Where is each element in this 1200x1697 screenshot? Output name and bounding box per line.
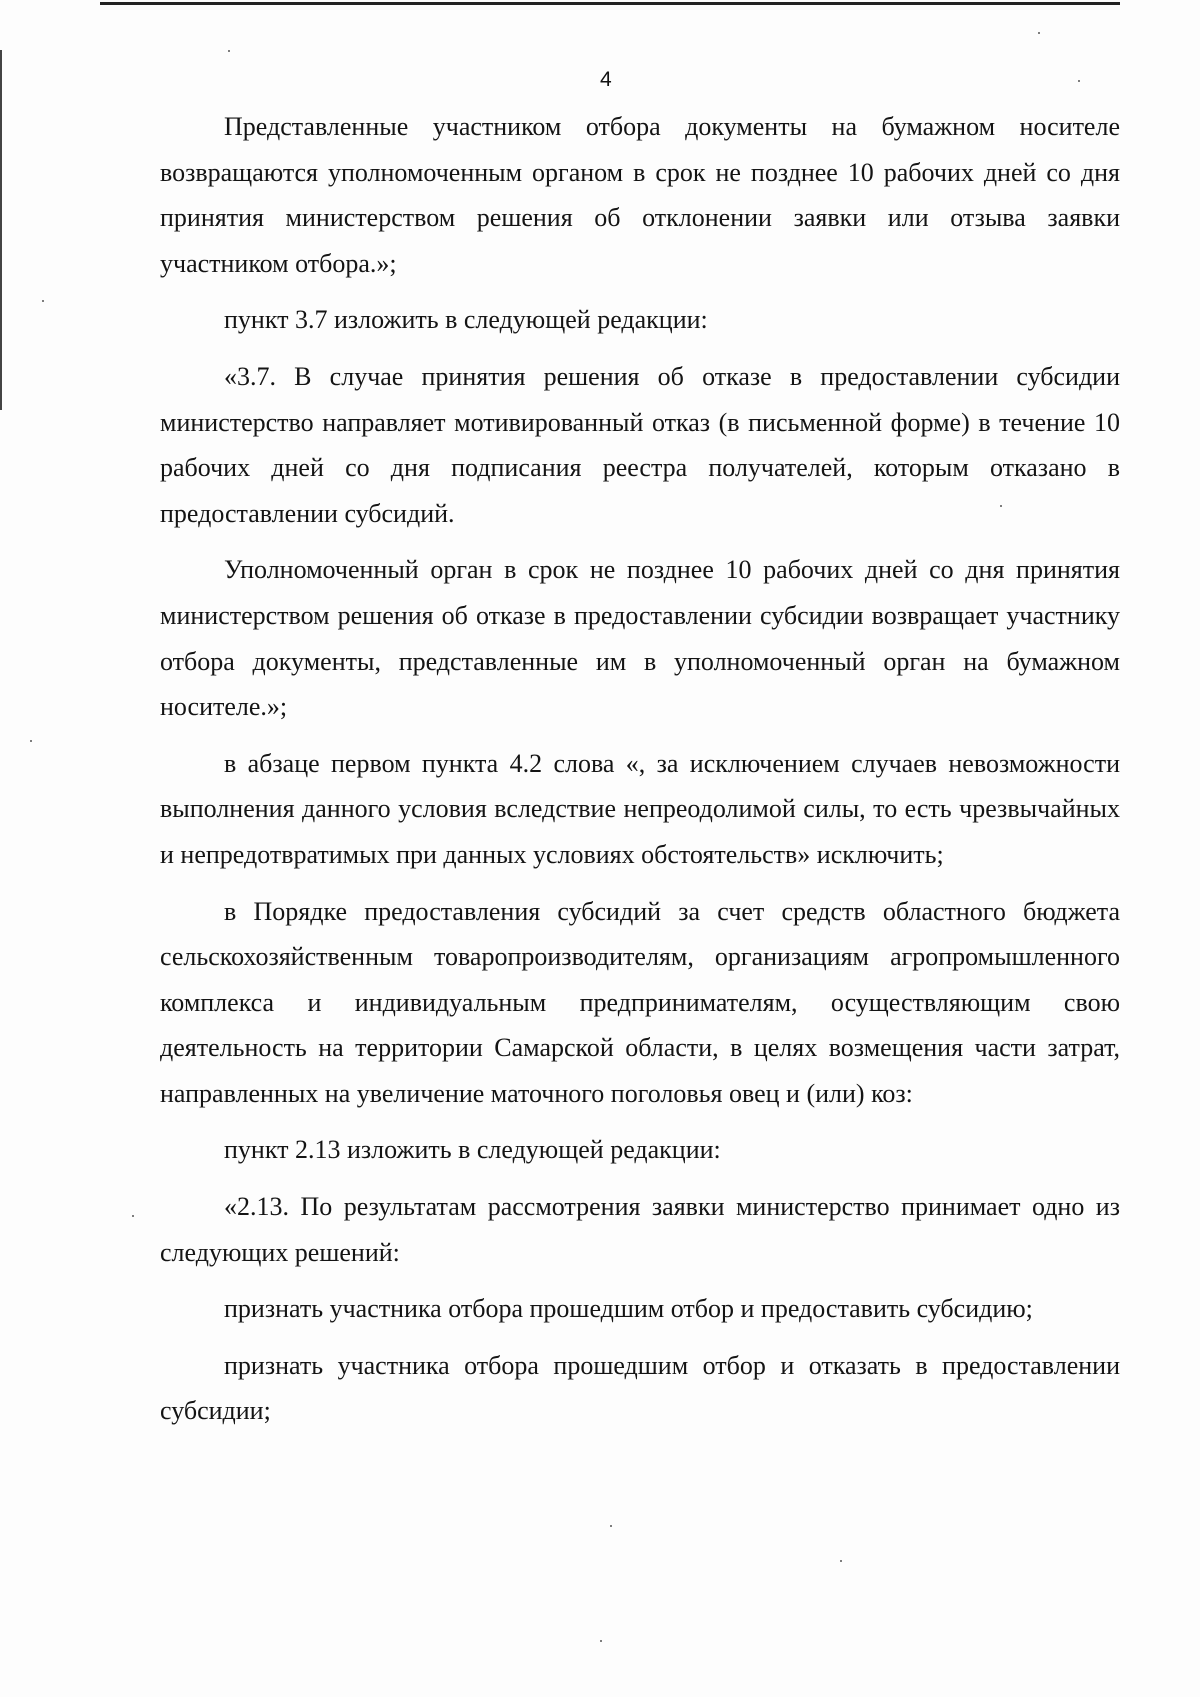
paragraph-item-2-13-text: «2.13. По результатам рассмотрения заявки министерство принимает одно из следующих решений: (160, 1192, 1120, 1267)
paragraph-item-3-7-text: «3.7. В случае принятия решения об отказе в предоставлении субсидии министерство направляет мотивированный отказ (в письменной форме) в течение 10 рабочих дней со дня подписания реестра получателей, которым отказано в предоставлении субсидий. (160, 361, 1120, 528)
paragraph-item-4-2: в абзаце первом пункта 4.2 слова «, за исключением случаев невозможности выполнения данного условия вследствие непреодолимой силы, то есть чрезвычайных и непредотвратимых при данных условиях обстоятельств» исключить; (160, 748, 1120, 869)
scan-speck (1000, 505, 1002, 507)
paragraph-decision-refuse: признать участника отбора прошедшим отбор и отказать в предоставлении субсидии; (160, 1350, 1120, 1426)
scan-speck (228, 50, 230, 52)
paragraph-authorized-body: Уполномоченный орган в срок не позднее 10 рабочих дней со дня принятия министерством решения об отказе в предоставлении субсидии возвращает участнику отбора документы, представленные им в уполномоченный орган на бумажном носителе.»; (160, 555, 1120, 722)
document-body (160, 104, 1120, 1445)
scan-speck (132, 1215, 134, 1217)
scan-speck (610, 1525, 612, 1527)
scan-speck (42, 300, 44, 302)
paragraph-returned-documents: Представленные участником отбора документы на бумажном носителе возвращаются уполномоченным органом в срок не позднее 10 рабочих дней со дня принятия министерством решения об отклонении заявки или отзыва заявки участником отбора.»; (160, 112, 1120, 278)
paragraph-subsidy-procedure: в Порядке предоставления субсидий за счет средств областного бюджета сельскохозяйственным товаропроизводителям, организациям агропромышленного комплекса и индивидуальным предпринимателям, осуществляющим свою деятельность на территории Самарской области, в целях возмещения части затрат, направленных на увеличение маточного поголовья овец и (или) коз: (160, 896, 1120, 1108)
top-border-line (100, 2, 1120, 5)
scan-speck (840, 1560, 842, 1562)
paragraph-decision-grant: признать участника отбора прошедшим отбор и предоставить субсидию; (224, 1294, 1033, 1324)
scan-speck (1038, 32, 1040, 34)
scan-speck (1078, 80, 1080, 82)
paragraph-item-3-7-intro: пункт 3.7 изложить в следующей редакции: (224, 305, 708, 335)
paragraph-item-2-13-intro: пункт 2.13 изложить в следующей редакции: (224, 1135, 721, 1165)
page-number: 4 (600, 68, 612, 91)
scan-speck (600, 1640, 602, 1642)
left-scan-edge (0, 50, 2, 410)
scan-speck (30, 740, 32, 742)
